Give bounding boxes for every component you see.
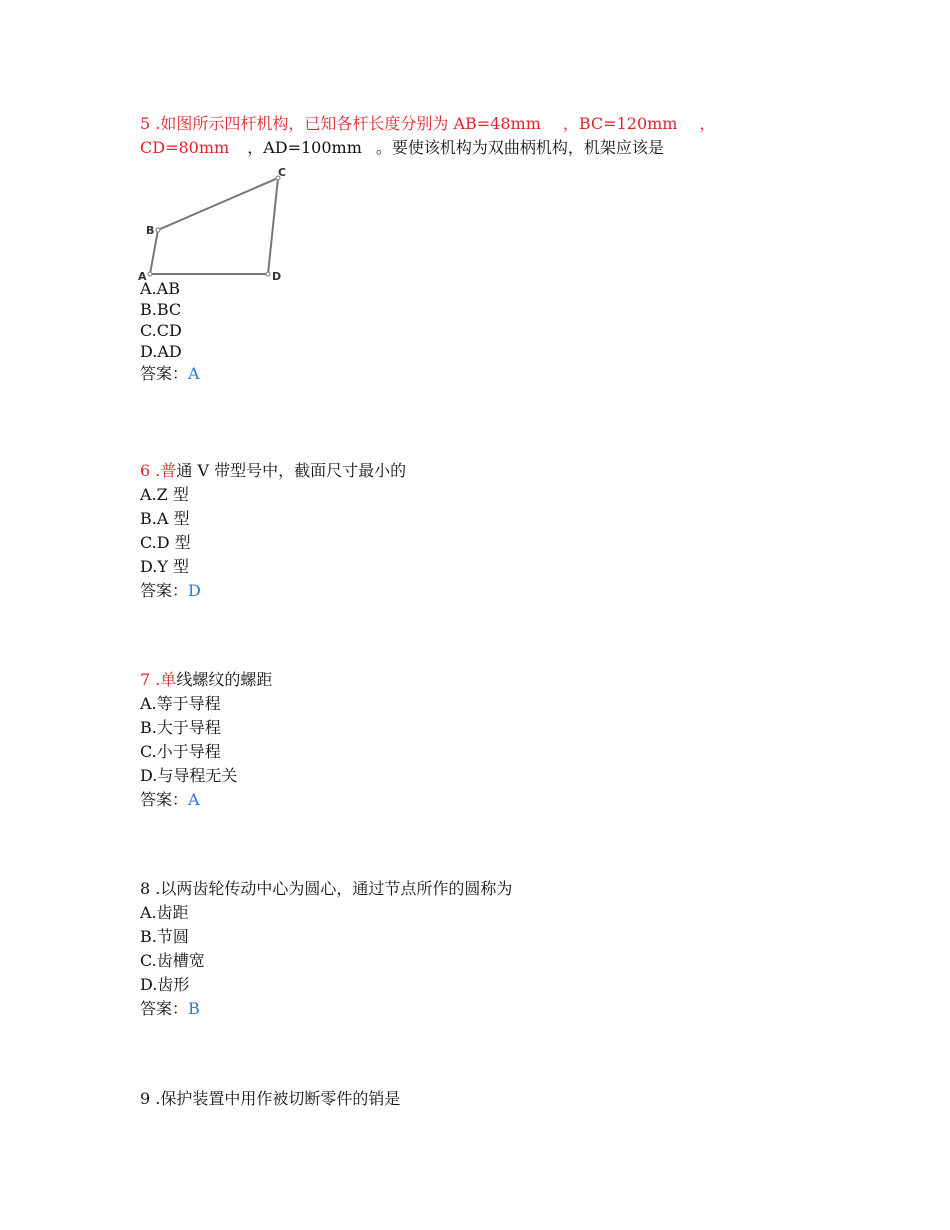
question-9-stem bbox=[140, 1087, 860, 1111]
question-number: 8 bbox=[140, 879, 151, 898]
question-stem: .如图所示四杆机构，已知各杆长度分别为 AB=48mm bbox=[150, 114, 541, 133]
answer-label: 答案： bbox=[140, 999, 189, 1018]
option-b: B.大于导程 bbox=[140, 718, 221, 737]
option-a: A.Z 型 bbox=[140, 485, 189, 504]
label-b: B bbox=[146, 224, 155, 237]
question-number: 7 bbox=[140, 670, 151, 689]
answer-value: B bbox=[188, 999, 200, 1018]
question-9 bbox=[140, 1087, 860, 1111]
label-d: D bbox=[272, 270, 282, 283]
answer-line bbox=[140, 788, 860, 812]
question-5-stem-line-1 bbox=[140, 112, 860, 136]
question-8 bbox=[140, 877, 860, 1021]
question-number: 9 bbox=[140, 1089, 151, 1108]
four-bar-linkage-figure bbox=[136, 164, 286, 284]
question-stem: .保护装置中用作被切断零件的销是 bbox=[150, 1089, 401, 1108]
answer-line bbox=[140, 362, 860, 386]
answer-value: D bbox=[188, 581, 201, 600]
question-7 bbox=[140, 668, 860, 812]
question-stem: .以两齿轮传动中心为圆心，通过节点所作的圆称为 bbox=[150, 879, 513, 898]
answer-value: A bbox=[188, 790, 200, 809]
question-6-stem bbox=[140, 459, 860, 483]
option-d: D.与导程无关 bbox=[140, 766, 238, 785]
question-5 bbox=[140, 112, 860, 386]
option-b: B.节圆 bbox=[140, 927, 189, 946]
option-c: C.齿槽宽 bbox=[140, 951, 205, 970]
linkage-bars bbox=[150, 178, 278, 274]
option-d: D.齿形 bbox=[140, 975, 190, 994]
option-a: A.等于导程 bbox=[140, 694, 221, 713]
option-c: C.小于导程 bbox=[140, 742, 221, 761]
joint-b bbox=[156, 228, 160, 232]
option-b: B.BC bbox=[140, 300, 182, 319]
joint-a bbox=[148, 272, 152, 276]
question-stem-part: 线螺纹的螺距 bbox=[176, 670, 273, 689]
option-a: A.AB bbox=[140, 279, 180, 298]
question-8-stem bbox=[140, 877, 860, 901]
answer-label: 答案： bbox=[140, 581, 189, 600]
question-number: 6 bbox=[140, 461, 151, 480]
question-stem-part: 。要使该机构为双曲柄机构，机架应该是 bbox=[375, 138, 664, 157]
question-number: 5 bbox=[140, 114, 151, 133]
question-stem-part: .普 bbox=[150, 461, 177, 480]
option-b: B.A 型 bbox=[140, 509, 190, 528]
label-a: A bbox=[138, 270, 147, 283]
option-d: D.AD bbox=[140, 342, 182, 361]
question-6 bbox=[140, 459, 860, 603]
option-c: C.CD bbox=[140, 321, 182, 340]
answer-label: 答案： bbox=[140, 790, 189, 809]
joint-d bbox=[266, 272, 270, 276]
option-a: A.齿距 bbox=[140, 903, 189, 922]
option-c: C.D 型 bbox=[140, 533, 191, 552]
answer-line bbox=[140, 997, 860, 1021]
label-c: C bbox=[278, 166, 286, 179]
question-stem-part: 通 V 带型号中，截面尺寸最小的 bbox=[176, 461, 407, 480]
question-stem-part: ，BC=120mm bbox=[562, 114, 678, 133]
answer-label: 答案： bbox=[140, 364, 189, 383]
question-5-stem-line-2 bbox=[140, 136, 860, 160]
question-stem-part: ， bbox=[699, 114, 716, 133]
question-7-stem bbox=[140, 668, 860, 692]
option-d: D.Y 型 bbox=[140, 557, 189, 576]
question-stem-part: ，AD=100mm bbox=[247, 138, 362, 157]
answer-line bbox=[140, 579, 860, 603]
question-stem-part: CD=80mm bbox=[140, 138, 230, 157]
question-stem-part: .单 bbox=[150, 670, 177, 689]
answer-value: A bbox=[188, 364, 200, 383]
